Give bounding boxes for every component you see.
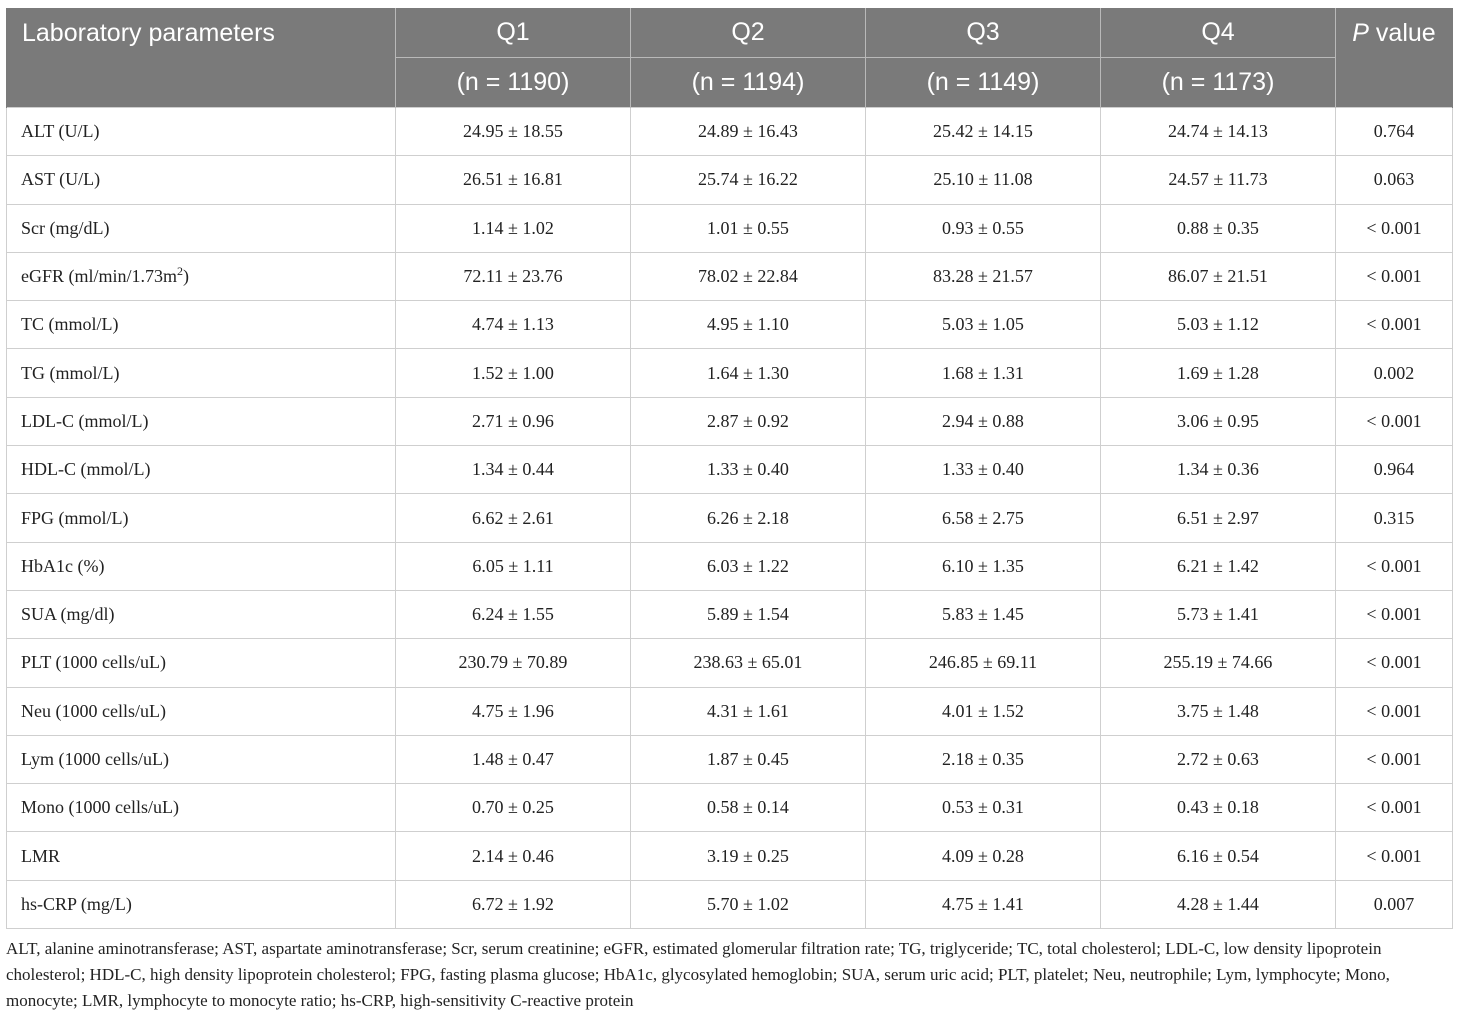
table-body [7,108,1453,929]
q3-cell: 4.01 ± 1.52 [866,687,1101,735]
p-value-cell: 0.964 [1336,446,1453,494]
parameter-cell: hs-CRP (mg/L) [7,880,396,928]
table-row [7,252,1453,300]
q2-cell: 1.87 ± 0.45 [631,735,866,783]
q3-cell: 25.10 ± 11.08 [866,156,1101,204]
q2-cell: 78.02 ± 22.84 [631,252,866,300]
q2-cell: 3.19 ± 0.25 [631,832,866,880]
q1-cell: 6.62 ± 2.61 [396,494,631,542]
q1-cell: 230.79 ± 70.89 [396,639,631,687]
q2-cell: 238.63 ± 65.01 [631,639,866,687]
p-value-cell: < 0.001 [1336,639,1453,687]
header-group-q1: Q1 [396,8,631,58]
q2-cell: 5.70 ± 1.02 [631,880,866,928]
parameter-cell: LDL-C (mmol/L) [7,397,396,445]
lab-parameters-table-container [6,8,1452,929]
header-group-q4: Q4 [1101,8,1336,58]
parameter-cell: PLT (1000 cells/uL) [7,639,396,687]
p-value-cell: < 0.001 [1336,784,1453,832]
q3-cell: 2.18 ± 0.35 [866,735,1101,783]
table-row [7,156,1453,204]
parameter-cell: SUA (mg/dl) [7,590,396,638]
q1-cell: 4.75 ± 1.96 [396,687,631,735]
p-value-cell: < 0.001 [1336,204,1453,252]
table-row [7,204,1453,252]
q1-cell: 2.14 ± 0.46 [396,832,631,880]
table-row [7,349,1453,397]
q4-cell: 3.06 ± 0.95 [1101,397,1336,445]
parameter-superscript: 2 [177,264,184,279]
header-p-rest: value [1368,19,1436,47]
p-value-cell: < 0.001 [1336,542,1453,590]
table-header [7,8,1453,108]
header-n-q4: (n = 1173) [1101,58,1336,108]
q2-cell: 6.26 ± 2.18 [631,494,866,542]
q4-cell: 2.72 ± 0.63 [1101,735,1336,783]
parameter-cell: Mono (1000 cells/uL) [7,784,396,832]
q4-cell: 0.43 ± 0.18 [1101,784,1336,832]
parameter-cell: TC (mmol/L) [7,301,396,349]
table-row [7,832,1453,880]
table-footnote: ALT, alanine aminotransferase; AST, aspartate aminotransferase; Scr, serum creatinine; eGFR, estimated glomerular filtration rate; TG, triglyceride; TC, total cholesterol; LDL-C, low density lipoprotein cholesterol; HDL-C, high density lipoprotein cholesterol; FPG, fasting plasma glucose; HbA1c, glycosylated hemoglobin; SUA, serum uric acid; PLT, platelet; Neu, neutrophile; Lym, lymphocyte; Mono, monocyte; LMR, lymphocyte to monocyte ratio; hs-CRP, high-sensitivity C-reactive protein [6,939,1390,1010]
q4-cell: 1.69 ± 1.28 [1101,349,1336,397]
q1-cell: 1.52 ± 1.00 [396,349,631,397]
q2-cell: 25.74 ± 16.22 [631,156,866,204]
q2-cell: 24.89 ± 16.43 [631,108,866,156]
q2-cell: 1.01 ± 0.55 [631,204,866,252]
q3-cell: 246.85 ± 69.11 [866,639,1101,687]
q1-cell: 6.72 ± 1.92 [396,880,631,928]
q1-cell: 1.14 ± 1.02 [396,204,631,252]
q3-cell: 1.33 ± 0.40 [866,446,1101,494]
q4-cell: 24.74 ± 14.13 [1101,108,1336,156]
table-row [7,590,1453,638]
q4-cell: 24.57 ± 11.73 [1101,156,1336,204]
q3-cell: 83.28 ± 21.57 [866,252,1101,300]
q3-cell: 5.83 ± 1.45 [866,590,1101,638]
p-value-cell: < 0.001 [1336,397,1453,445]
q2-cell: 5.89 ± 1.54 [631,590,866,638]
p-value-cell: < 0.001 [1336,832,1453,880]
header-group-q3: Q3 [866,8,1101,58]
q2-cell: 1.33 ± 0.40 [631,446,866,494]
parameter-cell: AST (U/L) [7,156,396,204]
table-row [7,687,1453,735]
parameter-cell: Neu (1000 cells/uL) [7,687,396,735]
q2-cell: 0.58 ± 0.14 [631,784,866,832]
parameter-cell: Lym (1000 cells/uL) [7,735,396,783]
q1-cell: 26.51 ± 16.81 [396,156,631,204]
q3-cell: 1.68 ± 1.31 [866,349,1101,397]
table-row [7,446,1453,494]
q1-cell: 1.48 ± 0.47 [396,735,631,783]
q1-cell: 0.70 ± 0.25 [396,784,631,832]
parameter-cell: HbA1c (%) [7,542,396,590]
q3-cell: 0.53 ± 0.31 [866,784,1101,832]
header-n-q1: (n = 1190) [396,58,631,108]
p-value-cell: 0.007 [1336,880,1453,928]
q1-cell: 4.74 ± 1.13 [396,301,631,349]
table-row [7,784,1453,832]
parameter-cell: Scr (mg/dL) [7,204,396,252]
p-value-cell: < 0.001 [1336,735,1453,783]
q3-cell: 4.75 ± 1.41 [866,880,1101,928]
q4-cell: 6.16 ± 0.54 [1101,832,1336,880]
header-n-q2: (n = 1194) [631,58,866,108]
parameter-cell: LMR [7,832,396,880]
p-value-cell: 0.764 [1336,108,1453,156]
parameter-cell: TG (mmol/L) [7,349,396,397]
q1-cell: 6.05 ± 1.11 [396,542,631,590]
header-parameter-label: Laboratory parameters [7,8,396,108]
p-value-cell: 0.063 [1336,156,1453,204]
q3-cell: 0.93 ± 0.55 [866,204,1101,252]
table-row [7,494,1453,542]
q1-cell: 2.71 ± 0.96 [396,397,631,445]
q2-cell: 4.95 ± 1.10 [631,301,866,349]
p-value-cell: < 0.001 [1336,687,1453,735]
q4-cell: 6.21 ± 1.42 [1101,542,1336,590]
p-value-cell: 0.002 [1336,349,1453,397]
header-n-q3: (n = 1149) [866,58,1101,108]
lab-parameters-table [6,8,1453,929]
table-row [7,397,1453,445]
q4-cell: 0.88 ± 0.35 [1101,204,1336,252]
q4-cell: 6.51 ± 2.97 [1101,494,1336,542]
parameter-cell: FPG (mmol/L) [7,494,396,542]
q2-cell: 6.03 ± 1.22 [631,542,866,590]
parameter-cell [7,252,396,300]
parameter-text: eGFR (ml/min/1.73m [21,266,178,287]
q4-cell: 4.28 ± 1.44 [1101,880,1336,928]
table-row [7,301,1453,349]
q2-cell: 1.64 ± 1.30 [631,349,866,397]
q1-cell: 6.24 ± 1.55 [396,590,631,638]
q4-cell: 1.34 ± 0.36 [1101,446,1336,494]
parameter-suffix: ) [183,266,190,287]
q3-cell: 2.94 ± 0.88 [866,397,1101,445]
q2-cell: 4.31 ± 1.61 [631,687,866,735]
q3-cell: 4.09 ± 0.28 [866,832,1101,880]
parameter-cell: ALT (U/L) [7,108,396,156]
table-row [7,108,1453,156]
q3-cell: 6.10 ± 1.35 [866,542,1101,590]
p-value-cell: < 0.001 [1336,590,1453,638]
table-row [7,542,1453,590]
table-row [7,639,1453,687]
p-value-cell: 0.315 [1336,494,1453,542]
header-group-q2: Q2 [631,8,866,58]
q1-cell: 24.95 ± 18.55 [396,108,631,156]
header-p-value [1336,8,1453,108]
table-row [7,735,1453,783]
q3-cell: 25.42 ± 14.15 [866,108,1101,156]
p-value-cell: < 0.001 [1336,252,1453,300]
q1-cell: 72.11 ± 23.76 [396,252,631,300]
q4-cell: 86.07 ± 21.51 [1101,252,1336,300]
table-row [7,880,1453,928]
q4-cell: 5.03 ± 1.12 [1101,301,1336,349]
q4-cell: 5.73 ± 1.41 [1101,590,1336,638]
q4-cell: 255.19 ± 74.66 [1101,639,1336,687]
p-value-cell: < 0.001 [1336,301,1453,349]
q3-cell: 5.03 ± 1.05 [866,301,1101,349]
q4-cell: 3.75 ± 1.48 [1101,687,1336,735]
q2-cell: 2.87 ± 0.92 [631,397,866,445]
parameter-cell: HDL-C (mmol/L) [7,446,396,494]
header-p-italic: P [1352,19,1369,47]
q3-cell: 6.58 ± 2.75 [866,494,1101,542]
q1-cell: 1.34 ± 0.44 [396,446,631,494]
header-row-groups [7,8,1453,58]
